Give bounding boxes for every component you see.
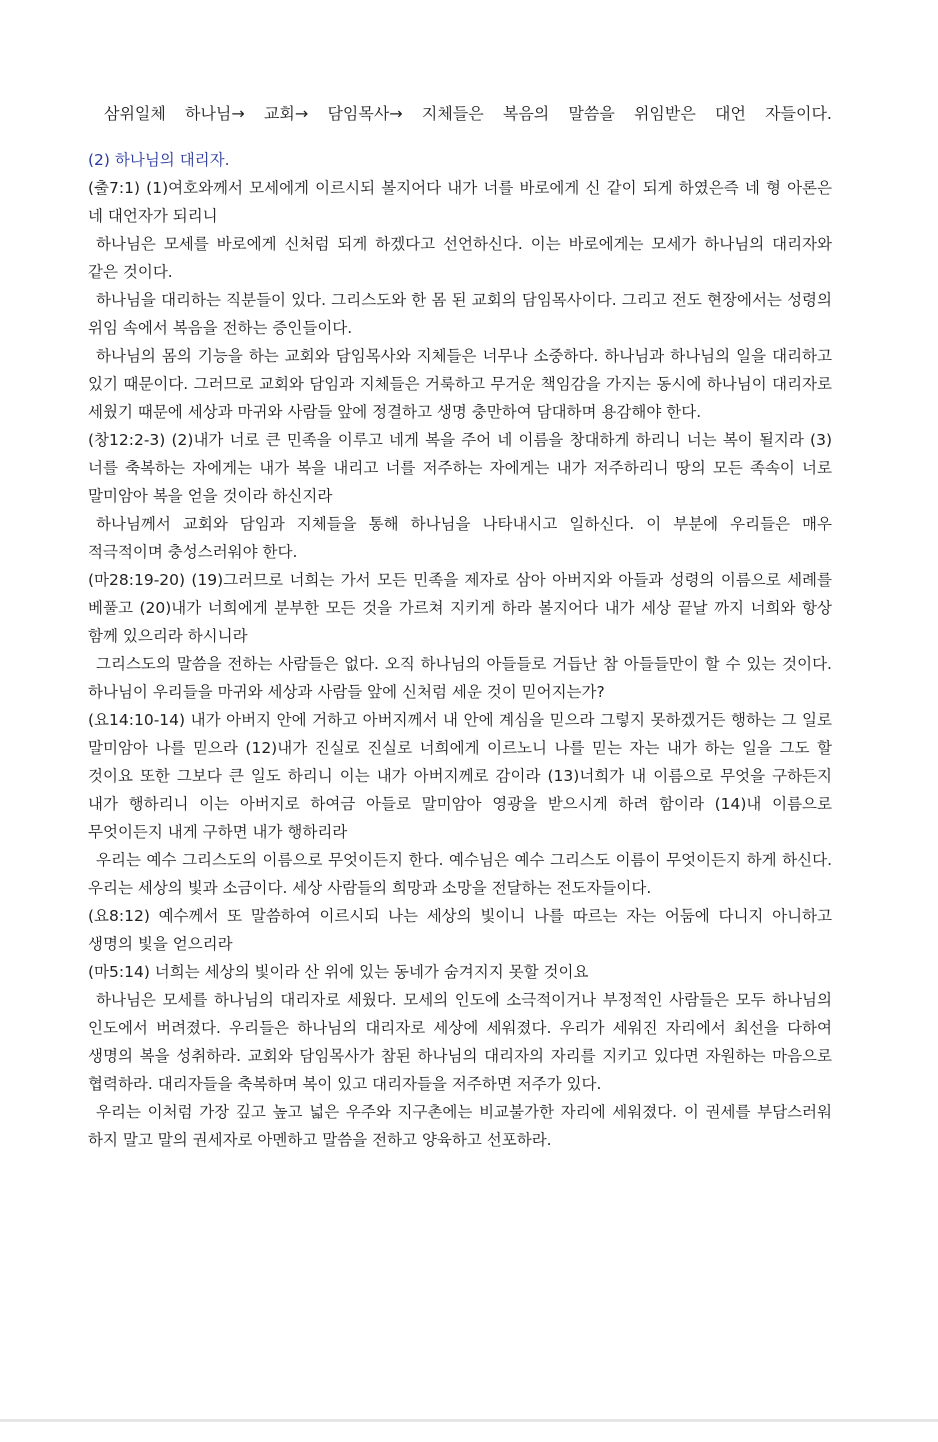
body-paragraph: 하나님께서 교회와 담임과 지체들을 통해 하나님을 나타내시고 일하신다. 이 부분에 우리들은 매우 적극적이며 충성스러워야 한다. <box>88 515 832 561</box>
body-paragraph: 그리스도의 말씀을 전하는 사람들은 없다. 오직 하나님의 아들들로 거듭난 참 아들들만이 할 수 있는 것이다. 하나님이 우리들을 마귀와 세상과 사람들 앞에 신처럼 세운 것이 믿어지는가? <box>88 655 832 701</box>
body-paragraph: 하나님은 모세를 하나님의 대리자로 세웠다. 모세의 인도에 소극적이거나 부정적인 사람들은 모두 하나님의 인도에서 버려졌다. 우리들은 하나님의 대리자로 세상에 세워졌다. 우리가 세워진 자리에서 최선을 다하여 생명의 복을 성취하라. 교회와 담임목사가 참된 하나님의 대리자의 자리를 지키고 있다면 자원하는 마음으로 협력하라. 대리자들을 축복하며 복이 있고 대리자들을 저주하면 저주가 있다. <box>88 991 832 1093</box>
verse-matthew-28-19-20: (마28:19-20) (19)그러므로 너희는 가서 모든 민족을 제자로 삼아 아버지와 아들과 성령의 이름으로 세례를 베풀고 (20)내가 너희에게 분부한 모든 것을 가르쳐 지키게 하라 볼지어다 내가 세상 끝날 까지 너희와 항상 함께 있으리라 하시니라 <box>88 571 832 645</box>
verse-exodus-7-1: (출7:1) (1)여호와께서 모세에게 이르시되 볼지어다 내가 너를 바로에게 신 같이 되게 하였은즉 네 형 아론은 네 대언자가 되리니 <box>88 179 832 225</box>
verse-matthew-5-14: (마5:14) 너희는 세상의 빛이라 산 위에 있는 동네가 숨겨지지 못할 것이요 <box>88 963 589 981</box>
body-paragraph: 하나님은 모세를 바로에게 신처럼 되게 하겠다고 선언하신다. 이는 바로에게는 모세가 하나님의 대리자와 같은 것이다. <box>88 235 832 281</box>
body-paragraph: 하나님의 몸의 기능을 하는 교회와 담임목사와 지체들은 너무나 소중하다. 하나님과 하나님의 일을 대리하고 있기 때문이다. 그러므로 교회와 담임과 지체들은 거룩하고 무거운 책임감을 가지는 동시에 하나님이 대리자로 세웠기 때문에 세상과 마귀와 사람들 앞에 정결하고 생명 충만하여 담대하며 용감해야 한다. <box>88 347 832 421</box>
verse-genesis-12-2-3: (창12:2-3) (2)내가 너로 큰 민족을 이루고 네게 복을 주어 네 이름을 창대하게 하리니 너는 복이 될지라 (3)너를 축복하는 자에게는 내가 복을 내리고 너를 저주하는 자에게는 내가 저주하리니 땅의 모든 족속이 너로 말미암아 복을 얻을 것이라 하신지라 <box>88 431 832 505</box>
document-page <box>88 100 832 1154</box>
body-paragraph: 하나님을 대리하는 직분들이 있다. 그리스도와 한 몸 된 교회의 담임목사이다. 그리고 전도 현장에서는 성령의 위임 속에서 복음을 전하는 증인들이다. <box>88 291 832 337</box>
summary-line: 삼위일체 하나님→ 교회→ 담임목사→ 지체들은 복음의 말씀을 위임받은 대언 자들이다. <box>104 104 832 123</box>
body-paragraph: 우리는 이처럼 가장 깊고 높고 넓은 우주와 지구촌에는 비교불가한 자리에 세워졌다. 이 권세를 부담스러워 하지 말고 말의 권세자로 아멘하고 말씀을 전하고 양육하고 선포하라. <box>88 1103 832 1149</box>
verse-john-8-12: (요8:12) 예수께서 또 말씀하여 이르시되 나는 세상의 빛이니 나를 따르는 자는 어둠에 다니지 아니하고 생명의 빛을 얻으리라 <box>88 907 832 953</box>
page-bottom-divider <box>0 1419 938 1422</box>
verse-john-14-10-14: (요14:10-14) 내가 아버지 안에 거하고 아버지께서 내 안에 계심을 믿으라 그렇지 못하겠거든 행하는 그 일로 말미암아 나를 믿으라 (12)내가 진실로 진실로 너희에게 이르노니 나를 믿는 자는 내가 하는 일을 그도 할 것이요 또한 그보다 큰 일도 하리니 이는 내가 아버지께로 감이라 (13)너희가 내 이름으로 무엇을 구하든지 내가 행하리니 이는 아버지로 하여금 아들로 말미암아 영광을 받으시게 하려 함이라 (14)내 이름으로 무엇이든지 내게 구하면 내가 행하리라 <box>88 711 832 841</box>
section-heading: (2) 하나님의 대리자. <box>88 151 230 169</box>
body-paragraph: 우리는 예수 그리스도의 이름으로 무엇이든지 한다. 예수님은 예수 그리스도 이름이 무엇이든지 하게 하신다. 우리는 세상의 빛과 소금이다. 세상 사람들의 희망과 소망을 전달하는 전도자들이다. <box>88 851 832 897</box>
